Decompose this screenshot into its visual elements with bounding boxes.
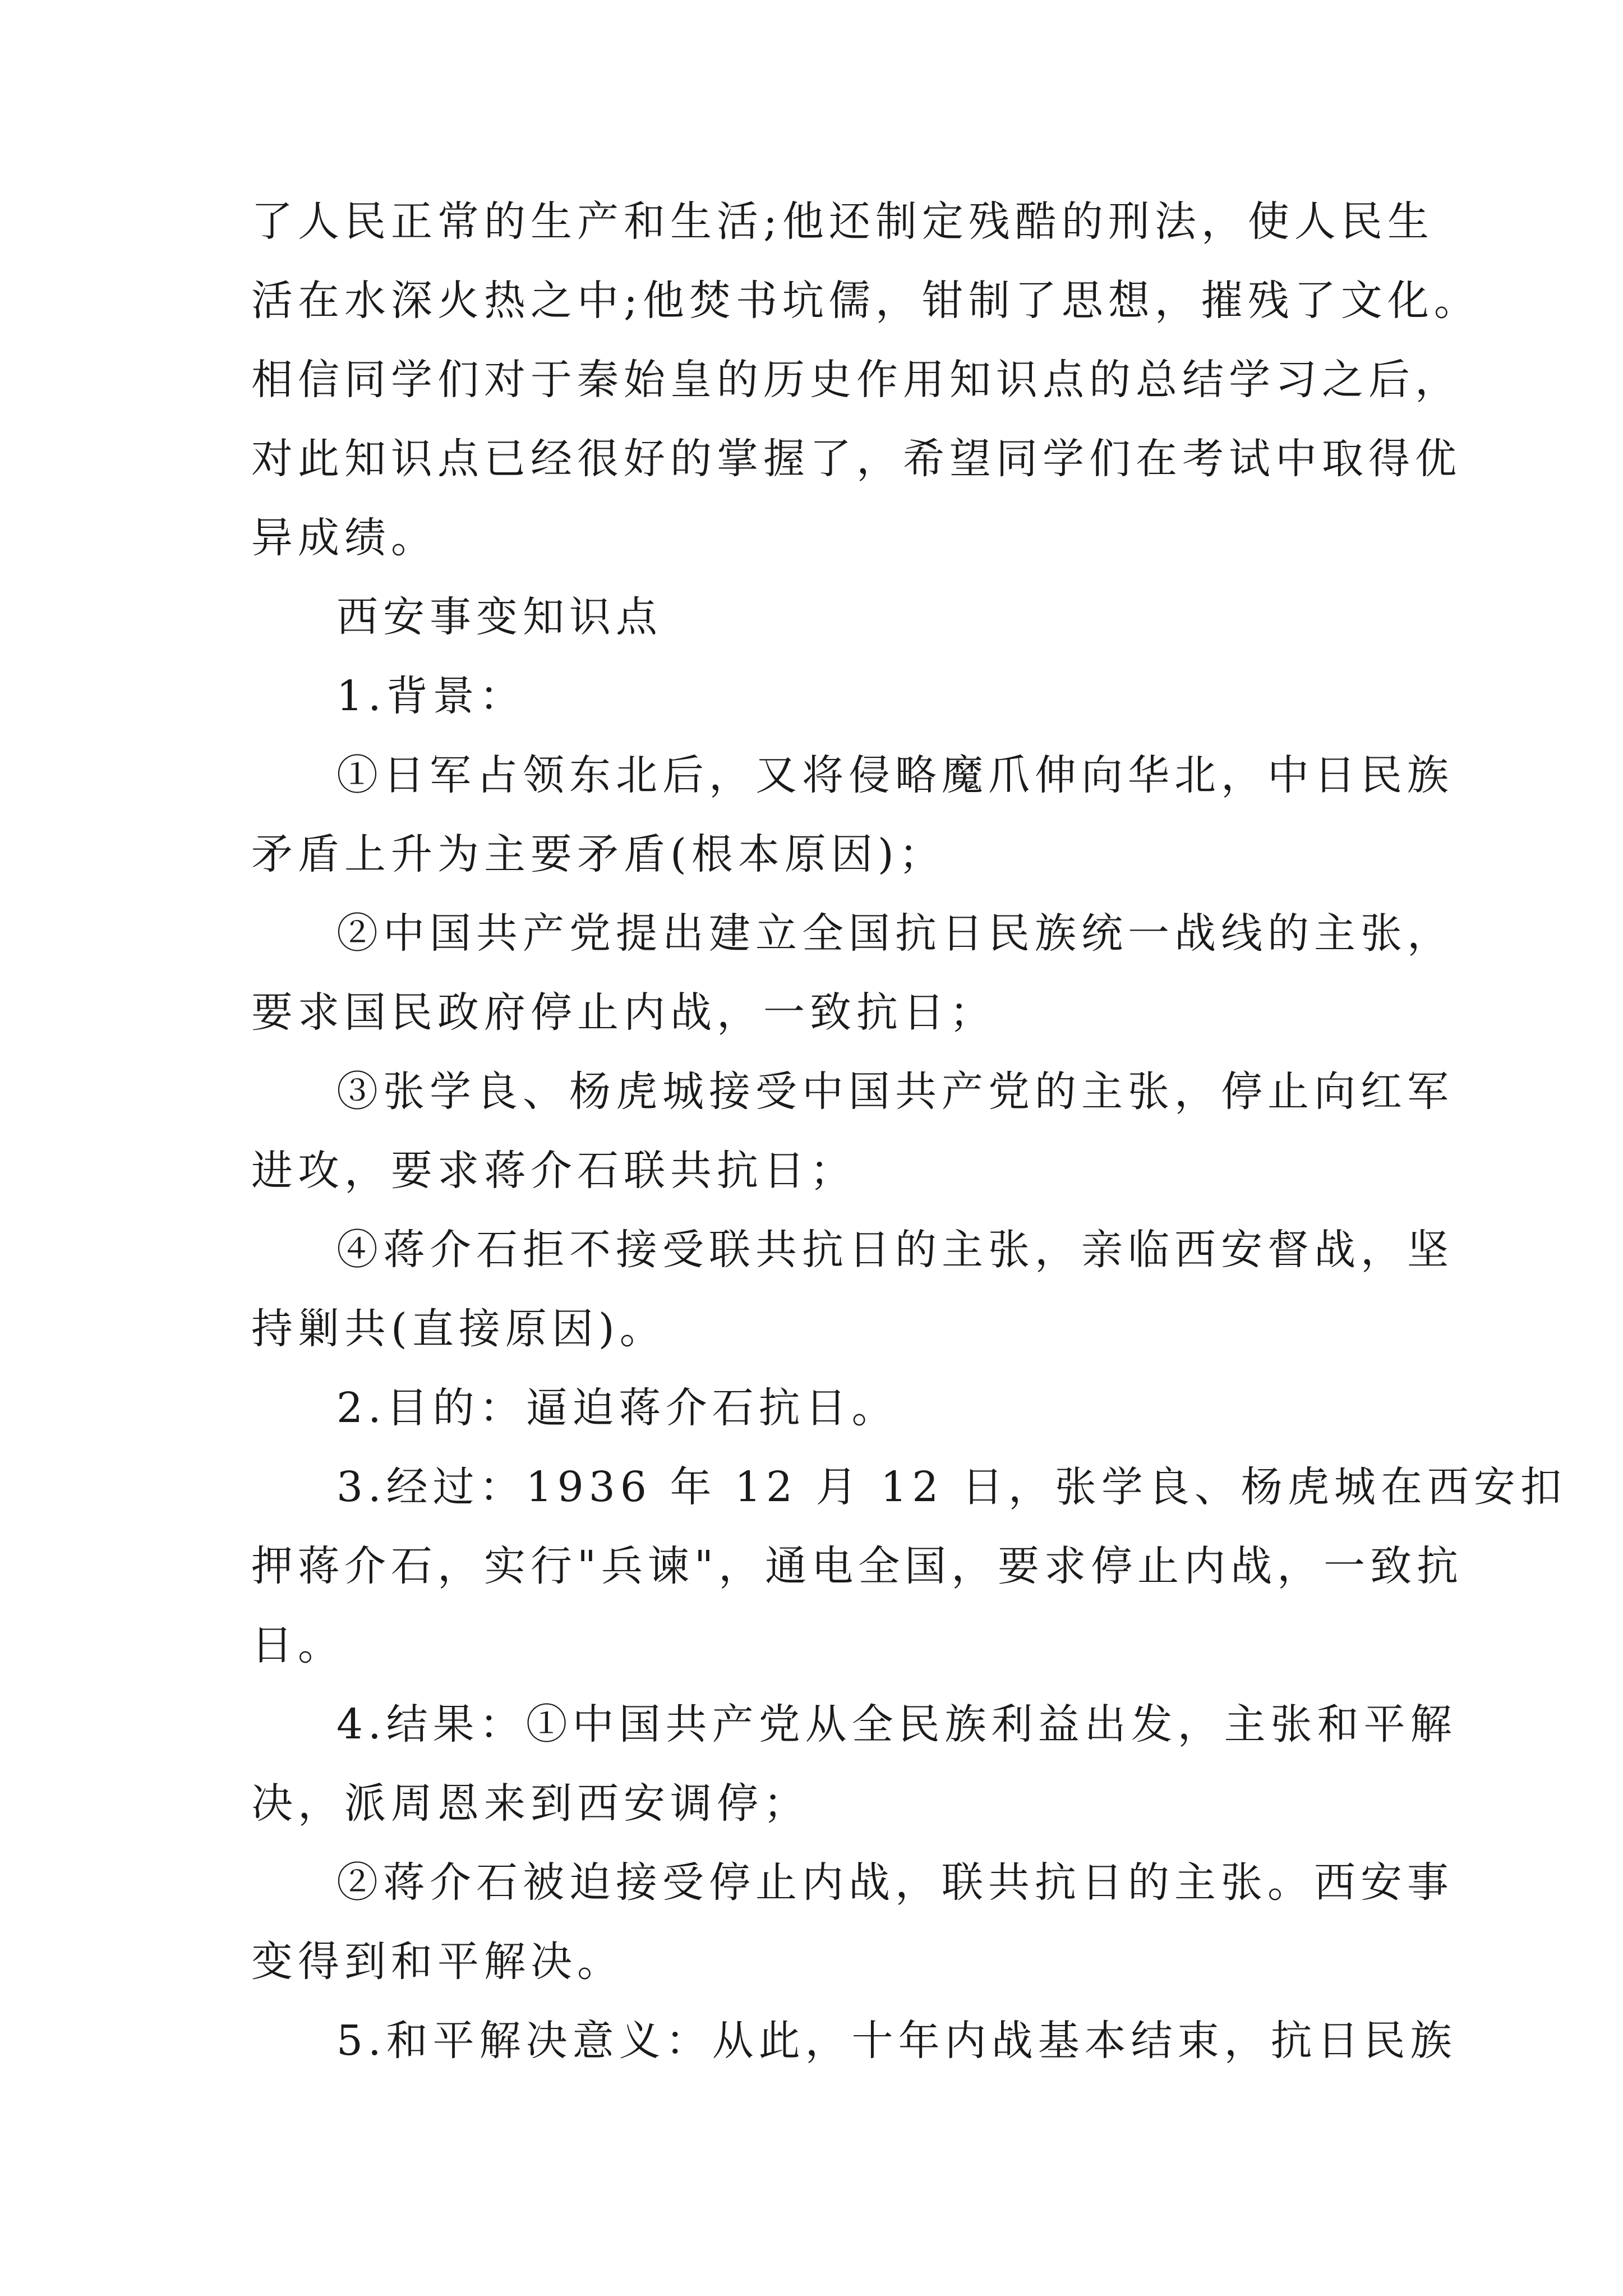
text-line: 对此知识点已经很好的掌握了，希望同学们在考试中取得优: [251, 435, 1461, 483]
text-line: 4.结果：①中国共产党从全民族利益出发，主张和平解: [336, 1700, 1457, 1749]
text-line: 2.目的：逼迫蒋介石抗日。: [336, 1384, 898, 1432]
text-line: 1.背景：: [336, 672, 526, 720]
text-line: ②中国共产党提出建立全国抗日民族统一战线的主张，: [336, 909, 1454, 958]
text-line: 相信同学们对于秦始皇的历史作用知识点的总结学习之后，: [251, 356, 1461, 404]
text-line: 押蒋介石，实行"兵谏"，通电全国，要求停止内战，一致抗: [251, 1542, 1464, 1590]
text-line: 变得到和平解决。: [251, 1938, 624, 1986]
text-line: 活在水深火热之中;他焚书坑儒，钳制了思想，摧残了文化。: [251, 277, 1481, 325]
text-line: 决，派周恩来到西安调停；: [251, 1779, 810, 1828]
text-line: ④蒋介石拒不接受联共抗日的主张，亲临西安督战，坚: [336, 1226, 1454, 1274]
text-line: ②蒋介石被迫接受停止内战，联共抗日的主张。西安事: [336, 1858, 1454, 1907]
text-line: 要求国民政府停止内战，一致抗日；: [251, 988, 996, 1037]
text-line: ①日军占领东北后，又将侵略魔爪伸向华北，中日民族: [336, 751, 1454, 799]
text-line: 3.经过：1936 年 12 月 12 日，张学良、杨虎城在西安扣: [336, 1463, 1567, 1511]
text-line: 矛盾上升为主要矛盾(根本原因)；: [251, 830, 946, 878]
text-line: 持剿共(直接原因)。: [251, 1305, 666, 1353]
section-heading: 西安事变知识点: [336, 593, 662, 641]
text-line: 了人民正常的生产和生活;他还制定残酷的刑法，使人民生: [251, 197, 1434, 246]
text-line: ③张学良、杨虎城接受中国共产党的主张，停止向红军: [336, 1068, 1454, 1116]
text-line: 5.和平解决意义：从此，十年内战基本结束，抗日民族: [336, 2017, 1457, 2065]
text-line: 日。: [251, 1621, 344, 1669]
text-line: 异成绩。: [251, 514, 437, 562]
text-line: 进攻，要求蒋介石联共抗日；: [251, 1147, 856, 1195]
